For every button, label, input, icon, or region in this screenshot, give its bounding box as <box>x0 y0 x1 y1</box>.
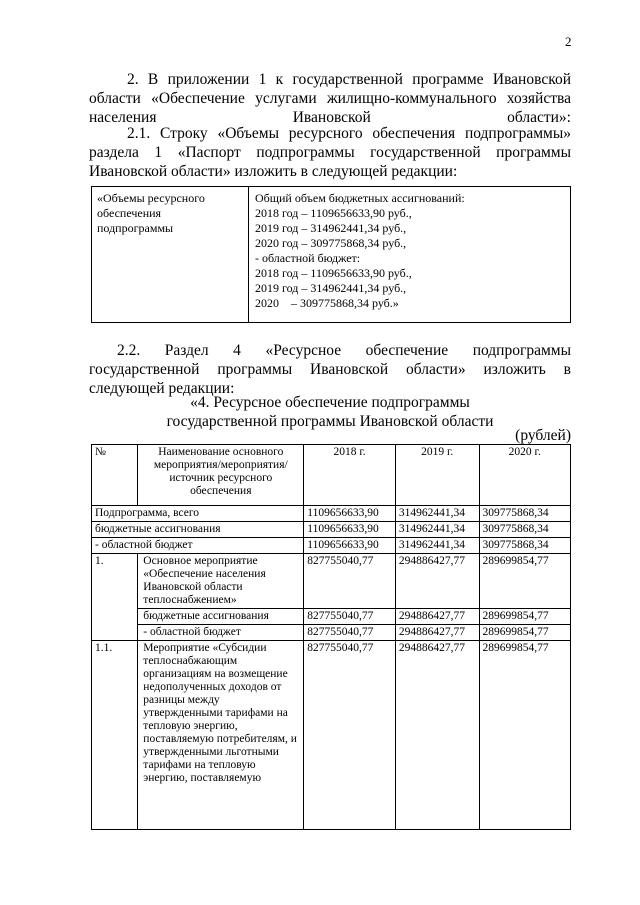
row-name: - областной бюджет <box>92 538 304 554</box>
box-line: Общий объем бюджетных ассигнований: <box>255 191 465 205</box>
resources-box <box>91 186 571 323</box>
resources-box-divider <box>248 187 249 322</box>
box-line: - областной бюджет: <box>255 251 361 265</box>
row-name: Основное мероприятие «Обеспечение населения Ивановской области теплоснабжением» <box>138 554 304 609</box>
header-2020: 2020 г. <box>479 445 570 506</box>
row-2018: 1109656633,90 <box>304 506 396 522</box>
paragraph-2-2: 2.2. Раздел 4 «Ресурсное обеспечение подпрограммы государственной программы Ивановской области» изложить в следующей редакции: <box>89 342 571 397</box>
row-2020: 289699854,77 <box>479 554 570 609</box>
row-2018: 1109656633,90 <box>304 538 396 554</box>
row-2019: 294886427,77 <box>395 625 479 641</box>
table-row <box>92 609 571 625</box>
box-line: 2018 год – 1109656633,90 руб., <box>255 266 412 280</box>
row-2020: 289699854,77 <box>479 641 570 830</box>
box-line: 2020 – 309775868,34 руб.» <box>255 296 399 310</box>
row-name: Мероприятие «Субсидии теплоснабжающим организациям на возмещение недополученных доходов от разницы между утвержденными тарифами на тепловую энергию, поставляемую потребителям, и утвержденными льготными тарифами на тепловую энергию, поставляемую <box>138 641 304 830</box>
paragraph-appendix-intro: 2. В приложении 1 к государственной программе Ивановской области «Обеспечение услугами жилищно-коммунального хозяйства населения Ивановской области»: <box>89 71 571 126</box>
paragraph-2-1: 2.1. Строку «Объемы ресурсного обеспечения подпрограммы» раздела 1 «Паспорт подпрограммы государственной программы Ивановской области» изложить в следующей редакции: <box>89 125 571 180</box>
resources-table <box>91 444 571 830</box>
header-name: Наименование основного мероприятия/мероприятия/ источник ресурсного обеспечения <box>138 445 304 506</box>
table-row <box>92 625 571 641</box>
unit-label: (рублей) <box>515 427 571 444</box>
row-2019: 314962441,34 <box>395 506 479 522</box>
row-2018: 827755040,77 <box>304 625 396 641</box>
box-line: 2018 год – 1109656633,90 руб., <box>255 206 412 220</box>
row-name: бюджетные ассигнования <box>138 609 304 625</box>
row-2018: 827755040,77 <box>304 609 396 625</box>
row-2019: 294886427,77 <box>395 554 479 609</box>
row-name: Подпрограмма, всего <box>92 506 304 522</box>
table-header-row <box>92 445 571 506</box>
row-2018: 827755040,77 <box>304 641 396 830</box>
header-2019: 2019 г. <box>395 445 479 506</box>
row-name: бюджетные ассигнования <box>92 522 304 538</box>
header-num: № <box>92 445 138 506</box>
row-2018: 1109656633,90 <box>304 522 396 538</box>
row-2019: 294886427,77 <box>395 609 479 625</box>
row-2019: 314962441,34 <box>395 522 479 538</box>
row-2019: 314962441,34 <box>395 538 479 554</box>
box-line: 2020 год – 309775868,34 руб., <box>255 236 407 250</box>
table-row <box>92 641 571 830</box>
row-2018: 827755040,77 <box>304 554 396 609</box>
box-line: 2019 год – 314962441,34 руб., <box>255 281 407 295</box>
row-2020: 289699854,77 <box>479 625 570 641</box>
header-2018: 2018 г. <box>304 445 396 506</box>
row-2020: 289699854,77 <box>479 609 570 625</box>
row-name: - областной бюджет <box>138 625 304 641</box>
table-row <box>92 538 571 554</box>
table-row <box>92 554 571 609</box>
row-2020: 309775868,34 <box>479 522 570 538</box>
row-2020: 309775868,34 <box>479 538 570 554</box>
row-2019: 294886427,77 <box>395 641 479 830</box>
row-num: 1. <box>92 554 138 641</box>
table-row <box>92 522 571 538</box>
page-number: 2 <box>565 34 572 49</box>
resources-box-label: «Объемы ресурсного обеспечения подпрограммы <box>97 191 205 235</box>
resources-box-values <box>255 191 565 311</box>
table-row <box>92 506 571 522</box>
section-title-line-2: государственной программы Ивановской области <box>166 413 494 430</box>
box-line: 2019 год – 314962441,34 руб., <box>255 221 407 235</box>
section-title-line-1: «4. Ресурсное обеспечение подпрограммы <box>190 394 470 411</box>
row-2020: 309775868,34 <box>479 506 570 522</box>
row-num: 1.1. <box>92 641 138 830</box>
